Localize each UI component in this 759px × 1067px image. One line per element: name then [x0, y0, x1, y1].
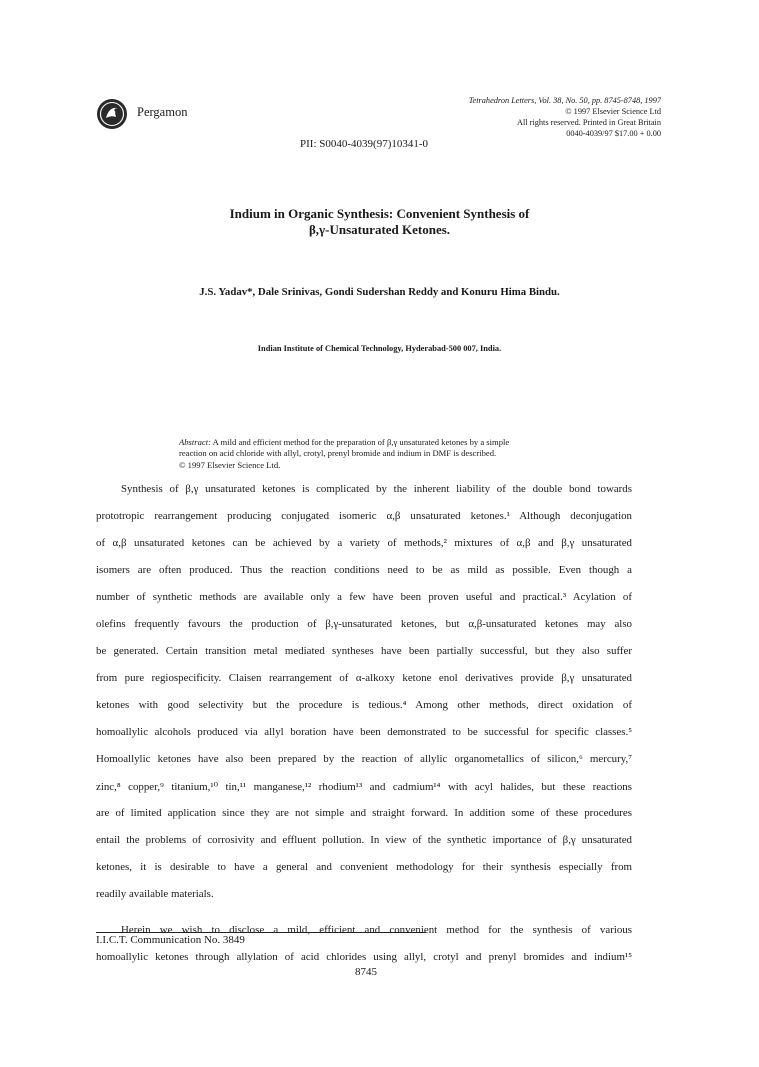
- body-line: ketones with good selectivity but the procedure is tedious.⁴ Among other methods, direct oxidation of: [96, 699, 632, 711]
- body-line: olefins frequently favours the production of β,γ-unsaturated ketones, but α,β-unsaturated ketones may also: [96, 618, 632, 630]
- price-line: 0040-4039/97 $17.00 + 0.00: [566, 129, 661, 138]
- body-line: number of synthetic methods are available only a few have been proven useful and practical.³ Acylation of: [96, 591, 632, 603]
- title-line: β,γ-Unsaturated Ketones.: [308, 222, 451, 237]
- body-line: zinc,⁸ copper,⁹ titanium,¹⁰ tin,¹¹ manganese,¹² rhodium¹³ and cadmium¹⁴ with acyl halides, but these reactions: [96, 781, 632, 793]
- author-list: J.S. Yadav*, Dale Srinivas, Gondi Sudershan Reddy and Konuru Hima Bindu.: [199, 286, 560, 298]
- body-line: entail the problems of corrosivity and effluent pollution. In view of the synthetic importance of β,γ unsaturated: [96, 834, 632, 846]
- abstract-line: © 1997 Elsevier Science Ltd.: [179, 459, 281, 470]
- title-line: Indium in Organic Synthesis: Convenient Synthesis of: [229, 206, 530, 221]
- body-line: from pure regiospecificity. Claisen rearrangement of α-alkoxy ketone enol derivatives provide β,γ unsaturated: [96, 672, 632, 684]
- journal-citation-block: [380, 95, 661, 139]
- body-line: Homoallylic ketones have also been prepared by the reaction of allylic organometallics of silicon,⁶ mercury,⁷: [96, 753, 632, 765]
- body-line: of α,β unsaturated ketones can be achieved by a variety of methods,² mixtures of α,β and β,γ unsaturated: [96, 537, 632, 549]
- abstract-line: reaction on acid chloride with allyl, crotyl, prenyl bromide and indium in DMF is described.: [179, 448, 497, 459]
- body-line: homoallylic alcohols produced via allyl boration have been demonstrated to be successful for specific classes.⁵: [96, 726, 632, 738]
- pergamon-logo-icon: [96, 98, 128, 130]
- affiliation: Indian Institute of Chemical Technology, Hyderabad-500 007, India.: [257, 344, 502, 353]
- pii-identifier: PII: S0040-4039(97)10341-0: [300, 138, 429, 150]
- body-line: readily available materials.: [96, 888, 214, 900]
- footnote: I.I.C.T. Communication No. 3849: [96, 934, 245, 946]
- abstract-block: [179, 437, 599, 471]
- footnote-rule: [96, 932, 426, 933]
- body-line: are of limited application since they are not simple and straight forward. In addition some of these procedures: [96, 807, 632, 819]
- page-number: 8745: [355, 966, 377, 978]
- body-line: Herein we wish to disclose a mild, efficient and convenient method for the synthesis of various: [121, 924, 632, 936]
- body-line: be generated. Certain transition metal mediated syntheses have been partially successful, but they also suffer: [96, 645, 632, 657]
- publisher-name: Pergamon: [137, 105, 188, 119]
- copyright-line: © 1997 Elsevier Science Ltd: [565, 107, 661, 116]
- abstract-line: A mild and efficient method for the preparation of β,γ unsaturated ketones by a simple: [210, 437, 510, 447]
- body-line: isomers are often produced. Thus the reaction conditions need to be as mild as possible. Even though a: [96, 564, 632, 576]
- body-line: ketones, it is desirable to have a general and convenient methodology for their synthesis especially from: [96, 861, 632, 873]
- body-line: Synthesis of β,γ unsaturated ketones is complicated by the inherent liability of the double bond towards: [121, 483, 632, 495]
- journal-citation: Tetrahedron Letters, Vol. 38, No. 50, pp. 8745-8748, 1997: [468, 96, 661, 105]
- article-title: [140, 206, 619, 238]
- abstract-label: Abstract:: [179, 437, 211, 447]
- body-line: homoallylic ketones through allylation of acid chlorides using allyl, crotyl and prenyl bromides and indium¹⁵: [96, 951, 632, 963]
- body-line: prototropic rearrangement producing conjugated isomeric α,β unsaturated ketones.¹ Although deconjugation: [96, 510, 632, 522]
- rights-line: All rights reserved. Printed in Great Britain: [516, 118, 661, 127]
